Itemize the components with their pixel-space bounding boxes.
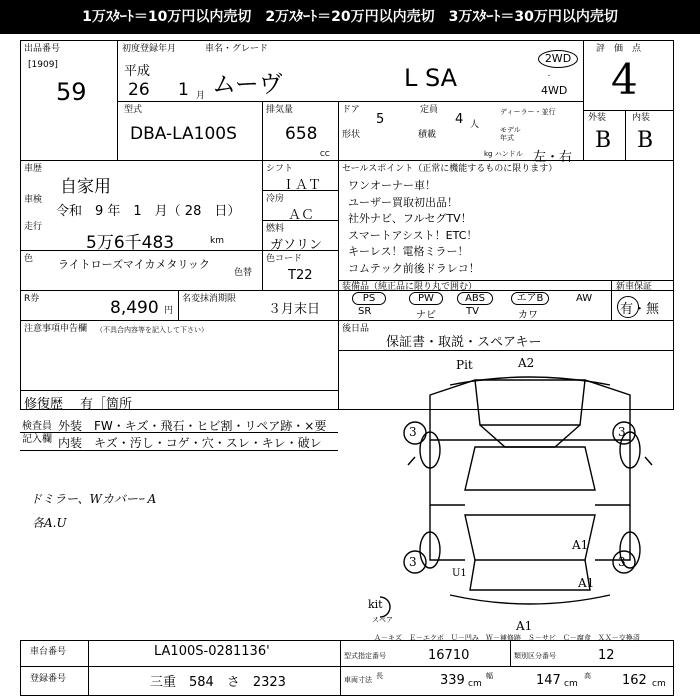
label-a1-rear: A1	[578, 576, 595, 590]
equipment-label: 装備品（純正品に限り丸で囲む）	[342, 282, 478, 292]
selling-points-list	[348, 178, 480, 277]
banner: 1万ｽﾀｰﾄ＝10万円以内売切 2万ｽﾀｰﾄ＝20万円以内売切 3万ｽﾀｰﾄ＝30万円以内売切	[0, 0, 700, 34]
recycle: 8,490	[110, 298, 159, 318]
car-name-label: 車名・グレード	[205, 44, 269, 54]
height: 162	[622, 673, 647, 688]
aircon: ＡＣ	[288, 208, 315, 223]
plate: 三重 584 さ 2323	[150, 675, 286, 690]
mileage: 5万6千483	[86, 233, 175, 253]
month-suffix: 月	[196, 91, 206, 101]
model-code-label: 型式指定番号	[344, 652, 386, 660]
notes-label: 注意事項申告欄	[24, 324, 88, 334]
displacement: 658	[285, 124, 318, 144]
label-a1-bumper: A1	[516, 619, 533, 633]
length-label: 車両寸法	[344, 676, 372, 684]
transfer: ３月末日	[268, 302, 321, 317]
int-label: 内装	[632, 113, 651, 123]
lot-sub: [1909]	[28, 60, 58, 70]
model-year-label: モデル 年式	[500, 126, 521, 142]
selling-point: スマートアシスト！ETC！	[348, 228, 478, 242]
color-code: T22	[288, 268, 313, 283]
new-car: 有・無	[620, 302, 660, 317]
reg-month: 1	[178, 80, 189, 100]
equip-leather: カワ	[518, 310, 538, 321]
class-code-label: 類別区分番号	[514, 652, 556, 660]
length-unit: cm	[468, 679, 482, 689]
aircon-label: 冷房	[266, 194, 285, 204]
shift: ＩＡＴ	[282, 178, 322, 193]
exterior-check: 外装 FW・キズ・飛石・ヒビ割・リペア跡・×要	[58, 419, 327, 433]
dealer-label: ディーラー・並行	[500, 108, 556, 116]
model-label: 型式	[124, 105, 143, 115]
selling-points-label: セールスポイント（正常に機能するものに限ります）	[342, 164, 558, 174]
doors: 5	[376, 112, 385, 127]
damage-legend: Ａ－キズ Ｅ－エクボ Ｕ－凹み Ｗ－補修跡 Ｓ－サビ Ｃ－腐食 ＸＸ－交換済	[374, 634, 640, 642]
usage: 自家用	[60, 177, 111, 197]
inspection: 令和 9 年 1 月（ 28 日）	[56, 204, 241, 219]
check-label: 検査員 記入欄	[22, 421, 52, 445]
lot-number: 59	[56, 78, 87, 106]
label-3-fr: 3	[618, 425, 626, 439]
recycle-label: R券	[24, 294, 40, 304]
label-3-rl: 3	[409, 555, 417, 569]
handle: 左・右	[533, 150, 573, 165]
reg-year: 26	[128, 80, 150, 100]
shape-label: 形状	[342, 130, 361, 140]
label-kit: kit	[368, 598, 383, 611]
color-label: 色	[24, 254, 34, 264]
selling-point: キーレス！電格ミラー！	[348, 245, 469, 258]
selling-point: コムテック前後ドラレコ！	[348, 261, 480, 275]
label-u1: U1	[452, 568, 467, 579]
handwritten-line2: 各A.U	[32, 516, 67, 530]
selling-point: 社外ナビ、フルセグTV！	[348, 212, 472, 225]
color-swap-label: 色替	[234, 268, 253, 278]
handle-label: kg ハンドル	[484, 150, 523, 158]
len-sub: 長	[376, 672, 383, 680]
repair: 有［箇所	[80, 397, 133, 412]
width-unit: cm	[564, 679, 578, 689]
class-code: 12	[598, 648, 615, 663]
lot-label: 出品番号	[24, 44, 61, 54]
era: 平成	[124, 64, 151, 79]
load-label: 積載	[418, 130, 437, 140]
doors-label: ドア	[342, 105, 360, 115]
reg-year-label: 初度登録年月	[122, 44, 177, 54]
color: ライトローズマイカメタリック	[58, 258, 210, 271]
cc: CC	[320, 150, 330, 158]
equip-sr: SR	[358, 306, 372, 317]
equip-ps: PS	[352, 292, 386, 305]
rear-label: 後日品	[342, 324, 370, 334]
yen: 円	[164, 306, 174, 316]
length: 339	[440, 673, 465, 688]
ext-grade: B	[595, 128, 612, 153]
notes-sub: （不具合内容等を記入して下さい）	[96, 326, 208, 334]
usage-label: 車歴	[24, 164, 43, 174]
hei-sub: 高	[584, 672, 591, 680]
inspection-label: 車検	[24, 195, 43, 205]
score: 4	[611, 55, 638, 104]
label-3-rr: 3	[618, 555, 626, 569]
fuel: ガソリン	[270, 238, 323, 253]
handwritten-line1: ドミラー、Wカバーｰ A	[30, 492, 157, 506]
equip-tv: TV	[466, 306, 479, 317]
new-car-label: 新車保証	[616, 282, 653, 292]
car-damage-diagram	[380, 355, 680, 630]
rear-text: 保証書・取説・スペアキー	[386, 335, 542, 350]
selling-point: ユーザー買取初出品！	[348, 195, 458, 209]
interior-check: 内装 キズ・汚し・コゲ・穴・スレ・キレ・破レ	[58, 436, 322, 450]
equip-abs: ABS	[457, 292, 493, 305]
ext-label: 外装	[588, 113, 607, 123]
km: km	[210, 236, 224, 246]
label-3-fl: 3	[409, 425, 417, 439]
selling-point: ワンオーナー車！	[348, 179, 436, 192]
width: 147	[536, 673, 561, 688]
model: DBA-LA100S	[130, 124, 237, 144]
chassis: LA100S-0281136'	[154, 644, 270, 659]
label-pit: Pit	[456, 358, 473, 372]
equip-airbag: エアB	[511, 292, 549, 305]
car-name: ムーヴ	[212, 70, 283, 98]
mileage-label: 走行	[24, 222, 43, 232]
int-grade: B	[637, 128, 654, 153]
transfer-label: 名変抹消期限	[182, 294, 237, 304]
chassis-label: 車台番号	[30, 647, 67, 657]
color-code-label: 色コード	[266, 254, 303, 264]
capacity-label: 定員	[420, 105, 439, 115]
label-a2: A2	[518, 356, 535, 370]
shift-label: シフト	[266, 164, 294, 174]
fuel-label: 燃料	[266, 224, 285, 234]
drive-2wd: 2WD	[538, 50, 578, 68]
capacity: 4	[455, 112, 464, 127]
equip-pw: PW	[409, 292, 443, 305]
plate-label: 登録番号	[30, 674, 67, 684]
displacement-label: 排気量	[266, 105, 294, 115]
grade: L SA	[404, 64, 458, 92]
score-label: 評 価 点	[596, 44, 642, 54]
spare-label: スペア	[372, 616, 393, 624]
new-car-circle	[617, 296, 639, 318]
wid-sub: 幅	[486, 672, 493, 680]
equip-navi: ナビ	[416, 310, 436, 321]
label-a1-door: A1	[572, 538, 589, 552]
drive-4wd: 4WD	[541, 84, 568, 97]
equip-aw: AW	[576, 293, 593, 304]
repair-label: 修復歴	[24, 397, 64, 412]
person-suffix: 人	[470, 120, 480, 130]
height-unit: cm	[652, 679, 666, 689]
model-code: 16710	[428, 648, 470, 663]
